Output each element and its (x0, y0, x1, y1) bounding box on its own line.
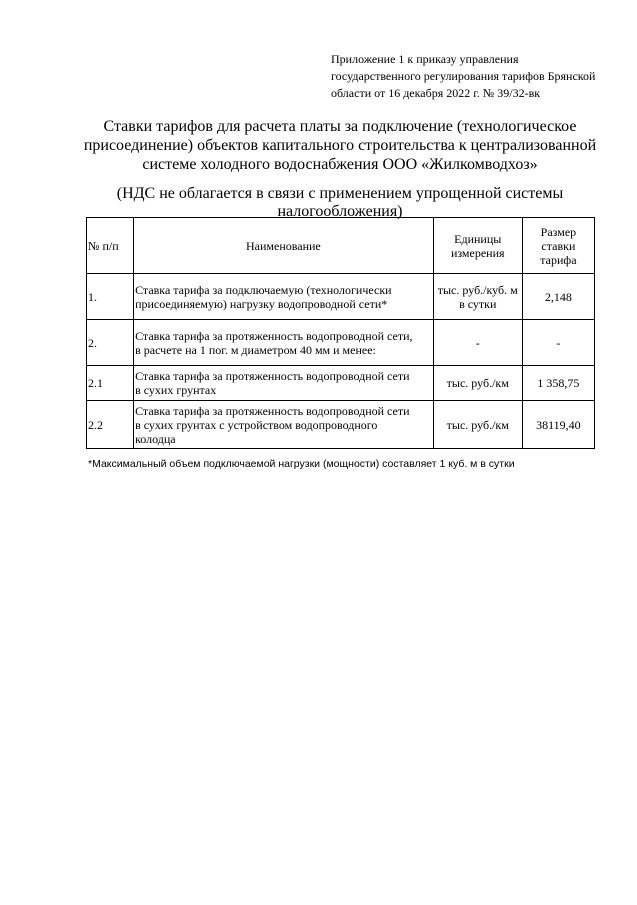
header-rate-line: тарифа (540, 252, 577, 267)
row-value: 2,148 (522, 274, 594, 320)
row-num: 2.1 (87, 366, 134, 401)
row-name-line: колодца (135, 431, 176, 446)
vat-note-line: (НДС не облагается в связи с применением упрощенной системы (116, 185, 564, 202)
row-name-line: присоединяемую) нагрузку водопроводной сети* (135, 296, 388, 311)
table-header-row (87, 218, 595, 274)
table-row (87, 274, 595, 320)
title-line: системе холодного водоснабжения ООО «Жилкомводхоз» (142, 156, 538, 173)
header-name: Наименование (134, 218, 434, 274)
row-name (134, 274, 434, 320)
tariff-rates-table (86, 217, 595, 449)
row-name (134, 366, 434, 401)
row-num: 2.2 (87, 401, 134, 449)
row-name-line: в сухих грунтах с устройством водопроводного (135, 417, 378, 432)
title-line: Ставки тарифов для расчета платы за подключение (технологическое (103, 118, 577, 135)
row-unit: тыс. руб./км (433, 366, 522, 401)
row-name (134, 320, 434, 366)
row-num: 2. (87, 320, 134, 366)
row-unit-line: тыс. руб./куб. м (437, 282, 518, 297)
header-rate-line: ставки (541, 238, 576, 253)
header-unit-line: Единицы (454, 231, 502, 246)
appendix-line: Приложение 1 к приказу управления (331, 52, 519, 66)
row-unit (433, 274, 522, 320)
row-name-line: Ставка тарифа за протяженность водопроводной сети (135, 369, 410, 383)
row-name-line: Ставка тарифа за протяженность водопроводной сети, (135, 328, 413, 343)
row-unit: - (433, 320, 522, 366)
table-row (87, 366, 595, 401)
row-name-line: Ставка тарифа за подключаемую (технологически (135, 282, 392, 297)
document-title (60, 117, 620, 174)
row-name-line: в сухих грунтах (135, 383, 217, 397)
appendix-line: области от 16 декабря 2022 г. № 39/32-вк (331, 86, 541, 100)
header-unit-line: измерения (450, 245, 505, 260)
header-unit (433, 218, 522, 274)
row-value: 1 358,75 (522, 366, 594, 401)
row-unit-line: в сутки (459, 296, 497, 311)
footnote: *Максимальный объем подключаемой нагрузки (мощности) составляет 1 куб. м в сутки (88, 458, 515, 470)
row-unit: тыс. руб./км (433, 401, 522, 449)
header-rate (522, 218, 594, 274)
row-name-line: Ставка тарифа за протяженность водопроводной сети (135, 403, 410, 418)
table-row (87, 320, 595, 366)
row-value: 38119,40 (522, 401, 594, 449)
vat-note (60, 185, 620, 221)
title-line: присоединение) объектов капитального строительства к централизованной (83, 137, 597, 154)
header-num: № п/п (87, 218, 134, 274)
row-name (134, 401, 434, 449)
row-name-line: в расчете на 1 пог. м диаметром 40 мм и менее: (135, 342, 376, 357)
row-value: - (522, 320, 594, 366)
table-row (87, 401, 595, 449)
appendix-reference (331, 51, 631, 102)
vat-note-line: налогообложения) (277, 203, 403, 220)
row-num: 1. (87, 274, 134, 320)
header-rate-line: Размер (540, 224, 577, 239)
appendix-line: государственного регулирования тарифов Брянской (331, 69, 596, 83)
